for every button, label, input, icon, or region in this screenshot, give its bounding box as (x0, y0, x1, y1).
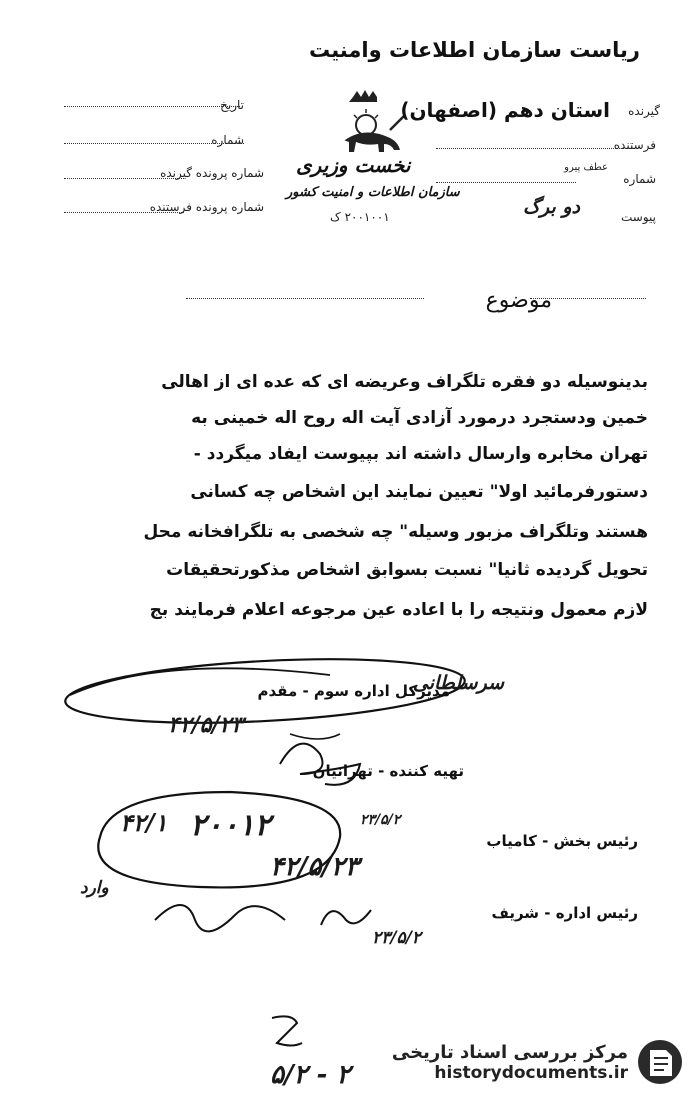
attachment-value: دو برگ (522, 196, 580, 218)
section-head-line: رئیس بخش - کامیاب (486, 832, 638, 850)
receiver-label: گیرنده (628, 104, 660, 118)
sender-file-number-label: شماره پرونده فرستنده (149, 200, 264, 214)
number-dotted-line (64, 143, 244, 144)
attachment-label: پیوست (621, 210, 656, 224)
office-note: وارد (80, 878, 109, 898)
sender-file-dotted-line (64, 212, 184, 213)
receiver-value: استان دهم (اصفهان) (400, 98, 610, 122)
number-label: شماره (211, 133, 244, 147)
receiver-file-dotted-line (64, 178, 184, 179)
subject-dotted-line-left (186, 298, 424, 299)
archive-logo-icon (636, 1038, 684, 1086)
bottom-scribble (262, 1008, 312, 1058)
body-line-6: تحویل گردیده ثانیا" نسبت بسوابق اشخاص مذکورتحقیقات (166, 560, 648, 580)
sender-label: فرستنده (613, 138, 656, 152)
date-label: تاریخ (220, 98, 244, 112)
director-date: ۴۲/۵/۲۳ (168, 712, 244, 738)
office-head-scribble (150, 880, 290, 940)
office-date: ۲۳/۵/۲ (372, 928, 421, 948)
body-line-5: هستند وتلگراف مزبور وسیله" چه شخصی به تلگرافخانه محل (143, 522, 648, 542)
body-line-3: تهران مخابره وارسال داشته اند بپیوست ایفاد میگردد - (193, 444, 648, 464)
preparer-line: تهیه کننده - تهرانیان (312, 762, 464, 780)
subject-label: موضوع (485, 288, 552, 313)
body-line-1: بدینوسیله دو فقره تلگراف وعریضه ای که عده ای از اهالی (161, 372, 648, 392)
body-line-7: لازم معمول ونتیجه را با اعاده عین مرجوعه اعلام فرمایند بج (149, 600, 648, 620)
director-line: مدیرکل اداره سوم - مقدم (257, 682, 450, 700)
bottom-note: ۵/۲ - ۲ (270, 1060, 351, 1090)
sender-dotted-line (436, 148, 632, 149)
date-dotted-line (64, 106, 240, 107)
section-head-small-date: ۲۳/۵/۲ (360, 812, 401, 828)
number-right-label: شماره (623, 172, 656, 186)
office-head-line: رئیس اداره - شریف (491, 904, 638, 922)
document-header-title: ریاست سازمان اطلاعات وامنیت (309, 38, 640, 62)
circled-small-number: ۴۲/۱ (120, 808, 168, 837)
emblem-sub-text: سازمان اطلاعات و امنیت کشور (286, 185, 460, 200)
handwritten-date-large: ۴۲/۵/۲۳ (270, 852, 359, 882)
circled-number: ۲۰۰۱۲ (190, 808, 271, 843)
receiver-file-number-label: شماره پرونده گیرنده (160, 166, 264, 180)
watermark-en: historydocuments.ir (434, 1062, 628, 1083)
number-right-dotted-line (436, 182, 576, 183)
emblem-code: ۲۰۰۱۰۰۱ ک (330, 210, 390, 224)
ref-label: عطف پیرو (564, 162, 608, 173)
watermark (392, 1038, 684, 1098)
office-head-signature (316, 895, 376, 935)
watermark-fa: مرکز بررسی اسناد تاریخی (391, 1041, 628, 1063)
body-line-4: دستورفرمائید اولا" تعیین نمایند این اشخاص چه کسانی (190, 482, 648, 502)
emblem-main-text: نخست وزیری (296, 153, 411, 177)
director-note: سرسلطانی (412, 672, 504, 694)
body-line-2: خمین ودستجرد درمورد آزادی آیت اله روح اله خمینی به (191, 408, 648, 428)
